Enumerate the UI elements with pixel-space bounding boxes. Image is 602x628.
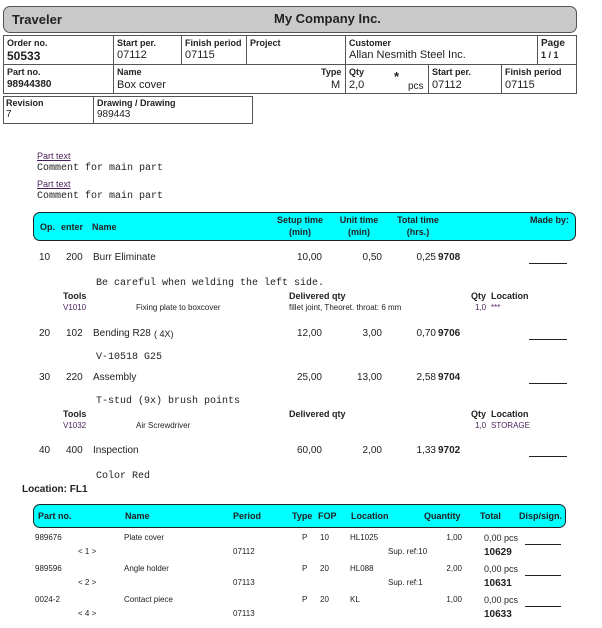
part-text-label-2: Part text (37, 179, 71, 189)
table-row (0, 533, 602, 559)
table-row (0, 564, 602, 590)
type-label: Type (321, 67, 342, 77)
name-value: Box cover (117, 79, 166, 91)
op-note: Color Red (96, 471, 151, 482)
name-label: Name (117, 67, 142, 77)
header-row-revision (3, 96, 253, 124)
order-no-label: Order no. (7, 38, 48, 48)
parts-col-disp: Disp/sign. (519, 511, 563, 521)
op-name: Bending R28 (93, 328, 151, 339)
tools-label: Tools (63, 409, 87, 419)
op-number: 30 (39, 372, 51, 383)
ops-col-setup-1: Setup time (276, 215, 323, 225)
part-location: HL088 (350, 564, 374, 573)
signature-line[interactable] (525, 606, 561, 607)
ops-col-setup-2: (min) (289, 227, 311, 237)
tools-label: Tools (63, 291, 87, 301)
part-type: P (302, 564, 308, 573)
op-number: 20 (39, 328, 51, 339)
ops-col-name: Name (92, 222, 117, 232)
part-no-label: Part no. (7, 67, 41, 77)
op-code: 9706 (438, 328, 461, 339)
part-sup-ref: Sup. ref:10 (388, 547, 428, 556)
qty-value: 2,0 (349, 79, 365, 91)
part-name: Angle holder (124, 564, 169, 573)
tool-location: STORAGE (491, 421, 530, 430)
op-setup: 12,00 (296, 328, 322, 339)
part-fop: 10 (320, 533, 329, 542)
qty-label: Qty (349, 67, 365, 77)
operation-row (0, 252, 602, 266)
ops-col-total-2: (hrs.) (406, 227, 430, 237)
tools-location-label: Location (491, 409, 529, 419)
op-unit: 13,00 (356, 372, 382, 383)
part-sup-ref: Sup. ref:1 (388, 578, 423, 587)
ops-col-unit-2: (min) (348, 227, 370, 237)
signature-line[interactable] (529, 383, 567, 384)
part-quantity: 1,00 (446, 595, 462, 604)
op-enter: 102 (66, 328, 83, 339)
location-line: Location: FL1 (22, 484, 88, 495)
company-name: My Company Inc. (274, 11, 381, 26)
part-no: 989676 (35, 533, 62, 542)
page-label: Page (541, 38, 565, 49)
op-code: 9704 (438, 372, 461, 383)
op-total: 2,58 (416, 372, 436, 383)
part-name: Contact piece (124, 595, 173, 604)
part-code: 10629 (484, 547, 512, 558)
part-fop: 20 (320, 564, 329, 573)
doc-title: Traveler (12, 12, 62, 27)
type-value: M (331, 79, 341, 91)
tool-id: V1010 (63, 303, 87, 312)
op-setup: 25,00 (296, 372, 322, 383)
part-total: 0,00 pcs (483, 595, 518, 605)
part-text-comment-2: Comment for main part (37, 191, 164, 202)
parts-col-fop: FOP (318, 511, 337, 521)
part-total: 0,00 pcs (483, 564, 518, 574)
finish-period2-value: 07115 (505, 79, 535, 91)
tools-location-label: Location (491, 291, 529, 301)
op-note: V-10518 G25 (96, 352, 163, 363)
page-value: 1 / 1 (541, 50, 559, 60)
tools-qty-label: Qty (471, 409, 487, 419)
part-quantity: 2,00 (446, 564, 462, 573)
revision-value: 7 (6, 109, 12, 120)
op-total: 0,70 (416, 328, 436, 339)
part-code: 10631 (484, 578, 512, 589)
tools-qty-label: Qty (471, 291, 487, 301)
part-quantity: 1,00 (446, 533, 462, 542)
op-name: Burr Eliminate (93, 252, 156, 263)
customer-label: Customer (349, 38, 392, 48)
part-fop: 20 (320, 595, 329, 604)
parts-col-quantity: Quantity (424, 511, 461, 521)
parts-col-location: Location (351, 511, 389, 521)
tool-qty: 1,0 (475, 303, 487, 312)
tool-desc: Air Screwdriver (136, 421, 191, 430)
part-code: 10633 (484, 609, 512, 620)
drawing-value: 989443 (97, 109, 131, 120)
part-name: Plate cover (124, 533, 165, 542)
parts-header (33, 504, 566, 528)
header-row-order (3, 35, 577, 65)
op-setup: 10,00 (296, 252, 322, 263)
part-seq: < 4 > (78, 609, 97, 618)
op-total: 0,25 (416, 252, 436, 263)
part-period: 07113 (233, 578, 255, 587)
part-type: P (302, 533, 308, 542)
signature-line[interactable] (529, 263, 567, 264)
part-period: 07112 (233, 547, 255, 556)
title-bar (3, 6, 577, 33)
operations-header (33, 212, 576, 241)
finish-period-value: 07115 (185, 49, 215, 61)
parts-col-total: Total (480, 511, 501, 521)
part-location: KL (350, 595, 360, 604)
delivered-qty-label: Delivered qty (289, 409, 346, 419)
header-row-part (3, 64, 577, 94)
star-mark: * (394, 69, 400, 84)
signature-line[interactable] (529, 339, 567, 340)
table-row (0, 595, 602, 621)
parts-col-period: Period (233, 511, 262, 521)
part-no: 989596 (35, 564, 62, 573)
ops-col-unit-1: Unit time (339, 215, 379, 225)
start-per2-label: Start per. (432, 67, 472, 77)
op-enter: 200 (66, 252, 83, 263)
finish-period2-label: Finish period (505, 67, 562, 77)
operation-row (0, 372, 602, 386)
op-unit: 0,50 (362, 252, 382, 263)
op-number: 40 (39, 445, 51, 456)
part-period: 07113 (233, 609, 255, 618)
part-text-comment-1: Comment for main part (37, 163, 164, 174)
op-note: Be careful when welding the left side. (96, 278, 325, 289)
op-number: 10 (39, 252, 51, 263)
signature-line[interactable] (525, 575, 561, 576)
signature-line[interactable] (525, 544, 561, 545)
op-total: 1,33 (416, 445, 436, 456)
project-label: Project (250, 38, 281, 48)
op-name-extra: ( 4X) (154, 329, 174, 339)
tool-location: *** (491, 303, 501, 312)
op-setup: 60,00 (296, 445, 322, 456)
op-note: T-stud (9x) brush points (96, 396, 241, 407)
tool-id: V1032 (63, 421, 87, 430)
op-name: Inspection (93, 445, 139, 456)
start-per-label: Start per. (117, 38, 157, 48)
op-code: 9708 (438, 252, 461, 263)
part-no: 0024-2 (35, 595, 60, 604)
operation-row (0, 445, 602, 459)
parts-col-part-no: Part no. (38, 511, 72, 521)
drawing-label: Drawing / Drawing (97, 98, 176, 108)
part-total: 0,00 pcs (483, 533, 518, 543)
op-unit: 3,00 (362, 328, 382, 339)
operation-row (0, 328, 602, 342)
start-per2-value: 07112 (432, 79, 462, 91)
start-per-value: 07112 (117, 49, 147, 61)
order-no-value: 50533 (7, 49, 41, 63)
qty-unit: pcs (408, 81, 424, 92)
customer-value: Allan Nesmith Steel Inc. (349, 49, 466, 61)
part-type: P (302, 595, 308, 604)
part-no-value: 98944380 (7, 79, 52, 90)
part-seq: < 2 > (78, 578, 97, 587)
part-text-label-1: Part text (37, 151, 71, 161)
ops-col-enter: enter (61, 222, 84, 232)
op-enter: 400 (66, 445, 83, 456)
tool-qty: 1,0 (475, 421, 487, 430)
part-location: HL1025 (350, 533, 379, 542)
revision-label: Revision (6, 98, 44, 108)
finish-period-label: Finish period (185, 38, 242, 48)
delivered-qty-label: Delivered qty (289, 291, 346, 301)
parts-col-name: Name (125, 511, 150, 521)
signature-line[interactable] (529, 456, 567, 457)
tool-delivered: fillet joint, Theoret. throat: 6 mm (289, 303, 402, 312)
ops-col-total-1: Total time (397, 215, 439, 225)
ops-col-op: Op. (40, 222, 55, 232)
ops-col-made-by: Made by: (530, 215, 570, 225)
op-name: Assembly (93, 372, 137, 383)
op-code: 9702 (438, 445, 461, 456)
tool-desc: Fixing plate to boxcover (136, 303, 221, 312)
op-unit: 2,00 (362, 445, 382, 456)
parts-col-type: Type (292, 511, 313, 521)
op-enter: 220 (66, 372, 83, 383)
part-seq: < 1 > (78, 547, 97, 556)
